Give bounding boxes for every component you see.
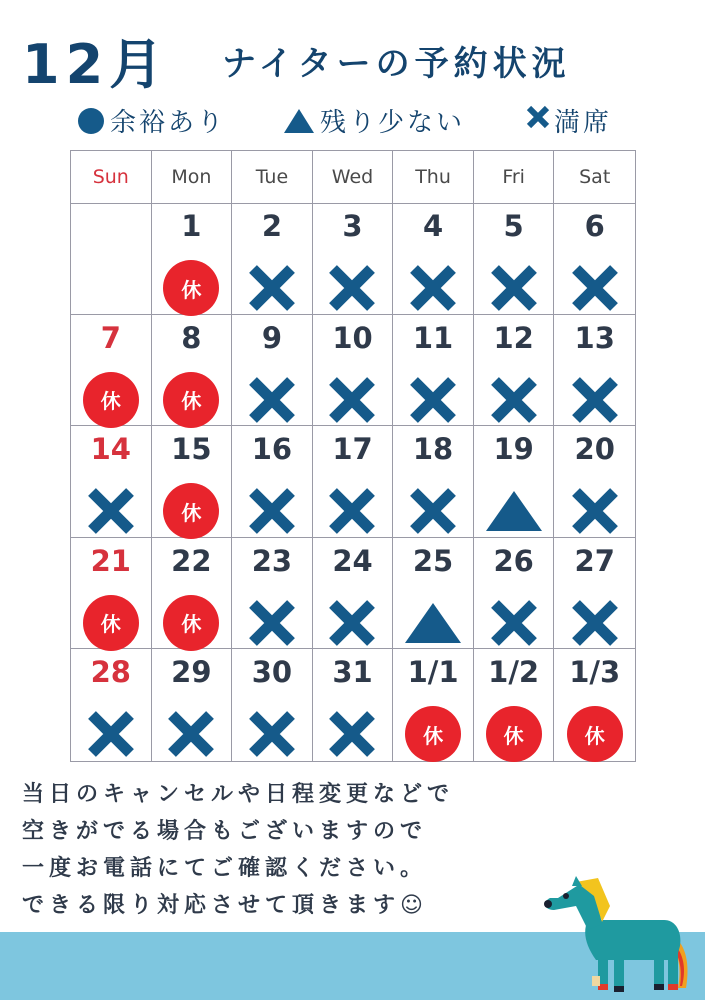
day-cell (313, 426, 394, 538)
day-number: 8 (181, 320, 202, 355)
day-cell (313, 315, 394, 427)
cross-icon (243, 371, 301, 429)
day-number: 24 (332, 543, 373, 578)
day-cell (71, 538, 152, 650)
closed-badge (82, 594, 140, 652)
cross-icon (243, 259, 301, 317)
day-number: 27 (574, 543, 615, 578)
closed-label: 休 (163, 483, 219, 539)
day-cell (554, 315, 635, 427)
day-number: 19 (493, 432, 534, 467)
day-number: 5 (503, 209, 524, 243)
day-number: 21 (90, 543, 131, 578)
closed-badge (485, 705, 543, 763)
day-cell (313, 649, 394, 761)
day-number: 26 (493, 543, 534, 578)
closed-badge (162, 594, 220, 652)
legend-item-available (78, 102, 226, 139)
day-number: 2 (261, 209, 283, 243)
closed-badge (162, 371, 220, 429)
day-cell (474, 538, 555, 650)
day-number: 1/3 (569, 655, 621, 690)
day-cell (232, 315, 313, 427)
closed-label: 休 (567, 706, 623, 762)
legend-label: 満席 (554, 108, 613, 138)
subtitle-heading: ナイターの予約状況 (222, 44, 571, 84)
legend (78, 102, 678, 136)
day-cell (152, 649, 233, 761)
note-line: 空きがでる場合もございますので (22, 819, 428, 844)
weekday-fri: Fri (474, 151, 555, 203)
notes (22, 776, 582, 924)
cross-icon (243, 705, 301, 763)
day-number: 11 (412, 320, 454, 355)
day-number: 4 (422, 209, 444, 243)
cross-icon (323, 594, 381, 652)
cross-icon (323, 705, 381, 763)
day-number: 22 (171, 543, 212, 578)
day-cell (474, 649, 555, 761)
day-cell (393, 426, 474, 538)
cross-icon (323, 259, 381, 317)
cross-icon (526, 105, 550, 136)
day-number: 6 (584, 209, 605, 243)
day-number: 1/1 (407, 655, 459, 690)
day-number: 20 (574, 432, 615, 467)
triangle-icon (485, 482, 543, 540)
cross-icon (82, 705, 140, 763)
weekday-tue: Tue (232, 151, 313, 203)
day-cell (71, 649, 152, 761)
cross-icon (162, 705, 220, 763)
day-number: 13 (574, 320, 615, 355)
note-line: できる限り対応させて頂きます☺ (22, 893, 428, 918)
day-cell (232, 538, 313, 650)
day-number: 12 (493, 320, 534, 355)
day-cell (232, 649, 313, 761)
closed-label: 休 (486, 706, 542, 762)
closed-badge (162, 482, 220, 540)
weekday-sat: Sat (579, 166, 611, 188)
cross-icon (404, 482, 462, 540)
closed-label: 休 (405, 706, 461, 762)
day-cell (474, 426, 555, 538)
day-number: 7 (100, 320, 121, 355)
day-number: 17 (332, 432, 373, 467)
day-cell (554, 203, 635, 315)
day-cell (313, 538, 394, 650)
cross-icon (566, 371, 624, 429)
weekday-wed: Wed (313, 151, 394, 203)
closed-label: 休 (163, 595, 219, 651)
note-line: 当日のキャンセルや日程変更などで (22, 782, 455, 807)
day-number: 28 (90, 655, 131, 690)
cross-icon (243, 482, 301, 540)
day-number: 10 (332, 320, 373, 355)
cross-icon (485, 259, 543, 317)
day-number: 16 (251, 432, 293, 467)
month-heading: 12月 (22, 33, 170, 96)
day-cell (554, 649, 635, 761)
closed-label: 休 (163, 260, 219, 316)
triangle-icon (404, 594, 462, 652)
cross-icon (243, 594, 301, 652)
day-number: 25 (412, 543, 454, 578)
day-cell (152, 538, 233, 650)
closed-badge (82, 371, 140, 429)
cross-icon (323, 371, 381, 429)
cross-icon (82, 482, 140, 540)
weekday-header (71, 151, 635, 204)
closed-badge (404, 705, 462, 763)
cross-icon (485, 371, 543, 429)
day-number: 23 (251, 543, 293, 578)
day-cell (474, 315, 555, 427)
day-cell (393, 649, 474, 761)
day-cell (71, 426, 152, 538)
day-cell (71, 315, 152, 427)
note-line: 一度お電話にてご確認ください。 (22, 856, 428, 881)
closed-label: 休 (83, 372, 139, 428)
day-number: 3 (342, 209, 363, 243)
day-number: 31 (332, 655, 373, 690)
day-cell (554, 426, 635, 538)
horse-illustration (536, 876, 704, 1000)
day-cell (232, 426, 313, 538)
day-cell (554, 538, 635, 650)
day-cell (232, 203, 313, 315)
legend-item-full (526, 102, 612, 139)
closed-label: 休 (163, 372, 219, 428)
day-number: 30 (251, 655, 293, 690)
legend-item-few (284, 102, 465, 139)
day-cell (393, 203, 474, 315)
day-number: 14 (90, 432, 131, 467)
day-number: 29 (171, 655, 212, 690)
circle-icon (78, 108, 104, 134)
weekday-thu: Thu (393, 151, 474, 203)
day-cell (393, 538, 474, 650)
day-cell (152, 315, 233, 427)
day-cell (313, 203, 394, 315)
cross-icon (566, 482, 624, 540)
day-cell (152, 426, 233, 538)
closed-label: 休 (83, 595, 139, 651)
cross-icon (566, 594, 624, 652)
page-title (22, 18, 692, 96)
calendar-grid (71, 203, 635, 761)
day-number: 1/2 (488, 655, 540, 690)
day-number: 18 (412, 432, 454, 467)
cross-icon (485, 594, 543, 652)
cross-icon (404, 371, 462, 429)
day-number: 15 (171, 432, 212, 467)
day-number: 9 (261, 320, 283, 355)
weekday-mon: Mon (152, 151, 233, 203)
day-number: 1 (181, 209, 202, 243)
cross-icon (323, 482, 381, 540)
closed-badge (566, 705, 624, 763)
day-cell (71, 203, 152, 315)
legend-label: 余裕あり (110, 108, 227, 138)
calendar (70, 150, 636, 762)
day-cell (152, 203, 233, 315)
cross-icon (404, 259, 462, 317)
triangle-icon (284, 109, 314, 133)
weekday-sun: Sun (71, 151, 152, 203)
day-cell (474, 203, 555, 315)
day-cell (393, 315, 474, 427)
legend-label: 残り少ない (320, 108, 466, 138)
cross-icon (566, 259, 624, 317)
closed-badge (162, 259, 220, 317)
